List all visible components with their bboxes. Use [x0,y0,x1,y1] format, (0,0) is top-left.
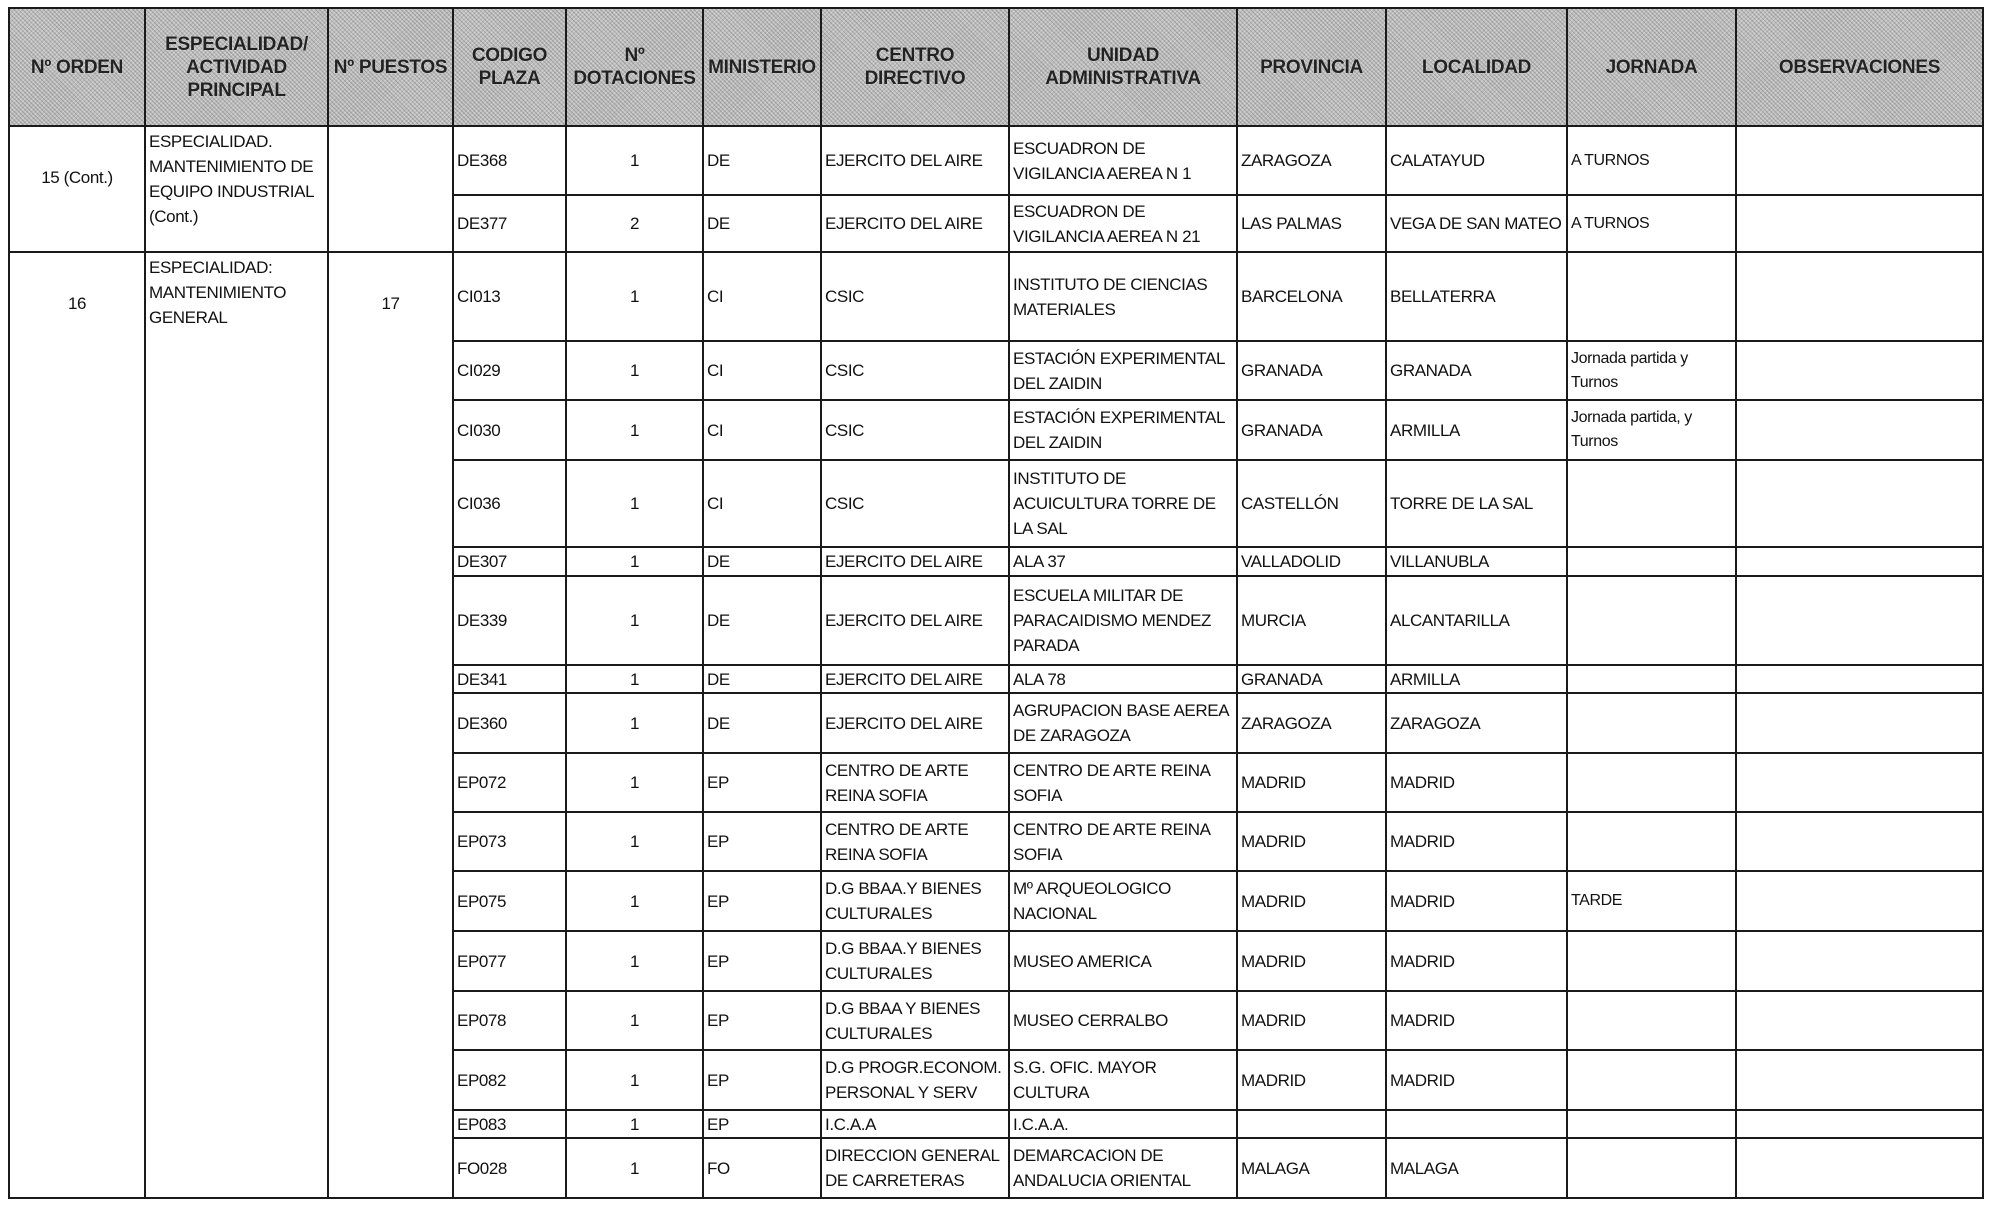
ministerio-cell: EP [703,991,821,1050]
centro-directivo-cell: D.G BBAA Y BIENES CULTURALES [821,991,1009,1050]
unidad-administrativa-cell: I.C.A.A. [1009,1110,1237,1138]
ministerio-cell: EP [703,931,821,991]
header-dotaciones: Nº DOTACIONES [566,8,703,126]
provincia-cell: CASTELLÓN [1237,460,1386,547]
dotaciones-cell: 1 [566,812,703,871]
header-observaciones: OBSERVACIONES [1736,8,1983,126]
codigo-plaza-cell: EP078 [453,991,566,1050]
unidad-administrativa-cell: INSTITUTO DE ACUICULTURA TORRE DE LA SAL [1009,460,1237,547]
dotaciones-cell: 1 [566,341,703,400]
centro-directivo-cell: I.C.A.A [821,1110,1009,1138]
dotaciones-cell: 1 [566,693,703,753]
ministerio-cell: EP [703,1110,821,1138]
especialidad-cell: ESPECIALIDAD. MANTENIMIENTO DE EQUIPO INDUSTRIAL (Cont.) [145,126,328,252]
provincia-cell: GRANADA [1237,400,1386,460]
header-localidad: LOCALIDAD [1386,8,1567,126]
table-row [9,252,1983,341]
dotaciones-cell: 1 [566,547,703,576]
localidad-cell: VEGA DE SAN MATEO [1386,195,1567,252]
observaciones-cell [1736,871,1983,931]
ministerio-cell: CI [703,252,821,341]
unidad-administrativa-cell: ALA 37 [1009,547,1237,576]
jornada-cell [1567,1110,1736,1138]
dotaciones-cell: 1 [566,991,703,1050]
unidad-administrativa-cell: CENTRO DE ARTE REINA SOFIA [1009,753,1237,812]
observaciones-cell [1736,126,1983,195]
centro-directivo-cell: EJERCITO DEL AIRE [821,665,1009,693]
localidad-cell: ALCANTARILLA [1386,576,1567,665]
unidad-administrativa-cell: AGRUPACION BASE AEREA DE ZARAGOZA [1009,693,1237,753]
unidad-administrativa-cell: MUSEO AMERICA [1009,931,1237,991]
header-provincia: PROVINCIA [1237,8,1386,126]
header-ministerio: MINISTERIO [703,8,821,126]
observaciones-cell [1736,1110,1983,1138]
ministerio-cell: FO [703,1138,821,1198]
provincia-cell: GRANADA [1237,341,1386,400]
localidad-cell: CALATAYUD [1386,126,1567,195]
dotaciones-cell: 1 [566,665,703,693]
unidad-administrativa-cell: ESCUADRON DE VIGILANCIA AEREA N 1 [1009,126,1237,195]
centro-directivo-cell: CSIC [821,252,1009,341]
header-puestos: Nº PUESTOS [328,8,453,126]
ministerio-cell: DE [703,693,821,753]
centro-directivo-cell: CENTRO DE ARTE REINA SOFIA [821,753,1009,812]
jornada-cell [1567,991,1736,1050]
dotaciones-cell: 1 [566,126,703,195]
dotaciones-cell: 1 [566,1138,703,1198]
localidad-cell: MADRID [1386,812,1567,871]
dotaciones-cell: 1 [566,931,703,991]
centro-directivo-cell: CSIC [821,341,1009,400]
centro-directivo-cell: CSIC [821,400,1009,460]
ministerio-cell: DE [703,576,821,665]
provincia-cell: ZARAGOZA [1237,693,1386,753]
jornada-cell [1567,460,1736,547]
codigo-plaza-cell: CI030 [453,400,566,460]
localidad-cell: MADRID [1386,871,1567,931]
observaciones-cell [1736,341,1983,400]
dotaciones-cell: 1 [566,871,703,931]
orden-cell: 15 (Cont.) [9,126,145,252]
observaciones-cell [1736,693,1983,753]
unidad-administrativa-cell: ESTACIÓN EXPERIMENTAL DEL ZAIDIN [1009,341,1237,400]
provincia-cell: ZARAGOZA [1237,126,1386,195]
jornada-cell [1567,1050,1736,1110]
puestos-cell: 17 [328,252,453,1198]
header-centro-directivo: CENTRO DIRECTIVO [821,8,1009,126]
codigo-plaza-cell: FO028 [453,1138,566,1198]
header-unidad-administrativa: UNIDAD ADMINISTRATIVA [1009,8,1237,126]
observaciones-cell [1736,195,1983,252]
observaciones-cell [1736,547,1983,576]
observaciones-cell [1736,812,1983,871]
jornada-cell [1567,753,1736,812]
codigo-plaza-cell: EP077 [453,931,566,991]
codigo-plaza-cell: DE341 [453,665,566,693]
provincia-cell: MADRID [1237,812,1386,871]
jornada-cell [1567,1138,1736,1198]
puestos-cell [328,126,453,252]
plazas-table [8,7,1984,1199]
jornada-cell [1567,576,1736,665]
ministerio-cell: CI [703,400,821,460]
table-row [9,126,1983,195]
ministerio-cell: DE [703,547,821,576]
codigo-plaza-cell: DE360 [453,693,566,753]
centro-directivo-cell: EJERCITO DEL AIRE [821,693,1009,753]
unidad-administrativa-cell: ESTACIÓN EXPERIMENTAL DEL ZAIDIN [1009,400,1237,460]
provincia-cell: MADRID [1237,991,1386,1050]
codigo-plaza-cell: EP072 [453,753,566,812]
codigo-plaza-cell: DE307 [453,547,566,576]
unidad-administrativa-cell: MUSEO CERRALBO [1009,991,1237,1050]
codigo-plaza-cell: EP075 [453,871,566,931]
centro-directivo-cell: CENTRO DE ARTE REINA SOFIA [821,812,1009,871]
orden-cell: 16 [9,252,145,1198]
unidad-administrativa-cell: DEMARCACION DE ANDALUCIA ORIENTAL [1009,1138,1237,1198]
ministerio-cell: EP [703,812,821,871]
dotaciones-cell: 1 [566,460,703,547]
dotaciones-cell: 1 [566,1110,703,1138]
provincia-cell: MALAGA [1237,1138,1386,1198]
unidad-administrativa-cell: ESCUADRON DE VIGILANCIA AEREA N 21 [1009,195,1237,252]
jornada-cell [1567,547,1736,576]
centro-directivo-cell: CSIC [821,460,1009,547]
document-page [8,7,1982,1199]
centro-directivo-cell: D.G PROGR.ECONOM. PERSONAL Y SERV [821,1050,1009,1110]
jornada-cell [1567,665,1736,693]
provincia-cell: MURCIA [1237,576,1386,665]
dotaciones-cell: 1 [566,576,703,665]
localidad-cell: VILLANUBLA [1386,547,1567,576]
dotaciones-cell: 1 [566,252,703,341]
ministerio-cell: DE [703,126,821,195]
especialidad-cell: ESPECIALIDAD: MANTENIMIENTO GENERAL [145,252,328,1198]
localidad-cell: MADRID [1386,991,1567,1050]
jornada-cell [1567,252,1736,341]
centro-directivo-cell: EJERCITO DEL AIRE [821,195,1009,252]
provincia-cell: MADRID [1237,1050,1386,1110]
header-jornada: JORNADA [1567,8,1736,126]
jornada-cell [1567,931,1736,991]
codigo-plaza-cell: EP082 [453,1050,566,1110]
codigo-plaza-cell: EP073 [453,812,566,871]
unidad-administrativa-cell: S.G. OFIC. MAYOR CULTURA [1009,1050,1237,1110]
dotaciones-cell: 2 [566,195,703,252]
observaciones-cell [1736,991,1983,1050]
localidad-cell: MADRID [1386,931,1567,991]
observaciones-cell [1736,1050,1983,1110]
centro-directivo-cell: DIRECCION GENERAL DE CARRETERAS [821,1138,1009,1198]
jornada-cell: A TURNOS [1567,126,1736,195]
jornada-cell: TARDE [1567,871,1736,931]
unidad-administrativa-cell: ESCUELA MILITAR DE PARACAIDISMO MENDEZ PARADA [1009,576,1237,665]
codigo-plaza-cell: CI029 [453,341,566,400]
centro-directivo-cell: D.G BBAA.Y BIENES CULTURALES [821,871,1009,931]
localidad-cell: GRANADA [1386,341,1567,400]
codigo-plaza-cell: DE368 [453,126,566,195]
centro-directivo-cell: EJERCITO DEL AIRE [821,547,1009,576]
codigo-plaza-cell: DE339 [453,576,566,665]
localidad-cell [1386,1110,1567,1138]
observaciones-cell [1736,252,1983,341]
provincia-cell: LAS PALMAS [1237,195,1386,252]
observaciones-cell [1736,1138,1983,1198]
header-especialidad: ESPECIALIDAD/ ACTIVIDAD PRINCIPAL [145,8,328,126]
header-row [9,8,1983,126]
localidad-cell: TORRE DE LA SAL [1386,460,1567,547]
jornada-cell: Jornada partida, y Turnos [1567,400,1736,460]
jornada-cell: Jornada partida y Turnos [1567,341,1736,400]
provincia-cell: VALLADOLID [1237,547,1386,576]
codigo-plaza-cell: DE377 [453,195,566,252]
dotaciones-cell: 1 [566,1050,703,1110]
observaciones-cell [1736,400,1983,460]
ministerio-cell: DE [703,195,821,252]
provincia-cell [1237,1110,1386,1138]
ministerio-cell: EP [703,753,821,812]
localidad-cell: ARMILLA [1386,665,1567,693]
ministerio-cell: CI [703,460,821,547]
header-codigo-plaza: CODIGO PLAZA [453,8,566,126]
localidad-cell: MADRID [1386,1050,1567,1110]
observaciones-cell [1736,665,1983,693]
unidad-administrativa-cell: Mº ARQUEOLOGICO NACIONAL [1009,871,1237,931]
provincia-cell: BARCELONA [1237,252,1386,341]
observaciones-cell [1736,576,1983,665]
centro-directivo-cell: EJERCITO DEL AIRE [821,126,1009,195]
provincia-cell: MADRID [1237,871,1386,931]
observaciones-cell [1736,460,1983,547]
ministerio-cell: EP [703,1050,821,1110]
centro-directivo-cell: EJERCITO DEL AIRE [821,576,1009,665]
centro-directivo-cell: D.G BBAA.Y BIENES CULTURALES [821,931,1009,991]
codigo-plaza-cell: EP083 [453,1110,566,1138]
header-orden: Nº ORDEN [9,8,145,126]
codigo-plaza-cell: CI013 [453,252,566,341]
provincia-cell: MADRID [1237,931,1386,991]
ministerio-cell: EP [703,871,821,931]
ministerio-cell: CI [703,341,821,400]
codigo-plaza-cell: CI036 [453,460,566,547]
unidad-administrativa-cell: CENTRO DE ARTE REINA SOFIA [1009,812,1237,871]
unidad-administrativa-cell: ALA 78 [1009,665,1237,693]
jornada-cell: A TURNOS [1567,195,1736,252]
jornada-cell [1567,812,1736,871]
localidad-cell: MALAGA [1386,1138,1567,1198]
jornada-cell [1567,693,1736,753]
provincia-cell: MADRID [1237,753,1386,812]
dotaciones-cell: 1 [566,753,703,812]
dotaciones-cell: 1 [566,400,703,460]
localidad-cell: ZARAGOZA [1386,693,1567,753]
localidad-cell: MADRID [1386,753,1567,812]
localidad-cell: BELLATERRA [1386,252,1567,341]
observaciones-cell [1736,931,1983,991]
observaciones-cell [1736,753,1983,812]
ministerio-cell: DE [703,665,821,693]
unidad-administrativa-cell: INSTITUTO DE CIENCIAS MATERIALES [1009,252,1237,341]
localidad-cell: ARMILLA [1386,400,1567,460]
provincia-cell: GRANADA [1237,665,1386,693]
